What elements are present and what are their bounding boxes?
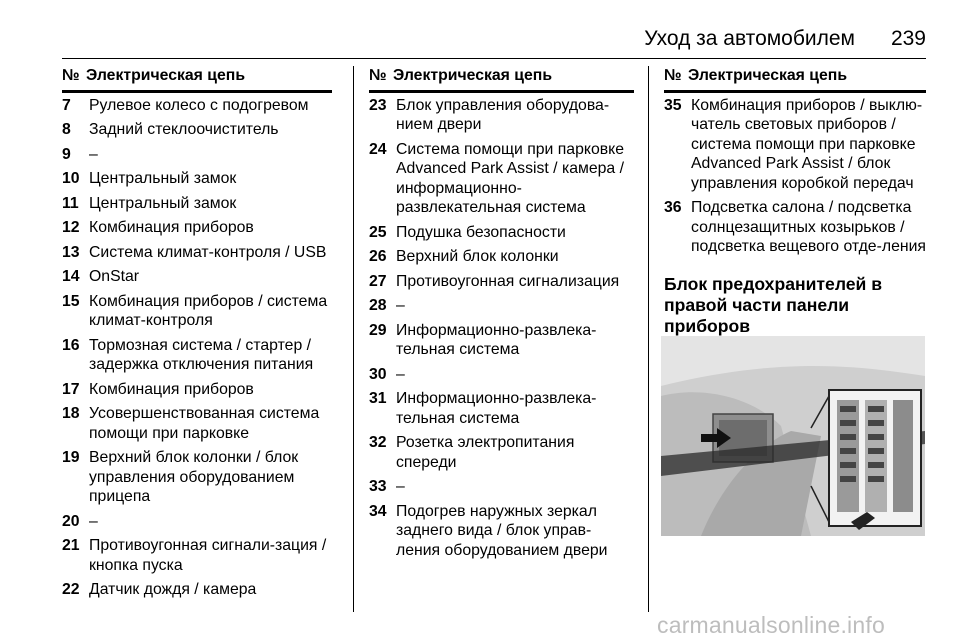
fuse-number: 17 [62, 380, 80, 398]
column-divider [648, 66, 649, 612]
circuit-description: Комбинация приборов / выклю-чатель световых приборов / система помощи при парковке Advanced Park Assist / блок управления коробкой передач [691, 96, 923, 192]
fuse-row [62, 194, 332, 214]
circuit-description: Усовершенствованная система помощи при парковке [89, 405, 320, 442]
table-header-number: № [664, 67, 682, 84]
fuse-number: 36 [664, 199, 682, 216]
circuit-description: Задний стеклоочиститель [89, 121, 279, 138]
fuse-table-column-2 [369, 66, 634, 565]
circuit-description: Центральный замок [89, 194, 237, 212]
fuse-list [369, 96, 634, 561]
fuse-row [62, 145, 332, 165]
page-number: 239 [890, 27, 926, 50]
fuse-row [369, 247, 634, 267]
circuit-description: Рулевое колесо с подогревом [89, 96, 309, 114]
fuse-row [62, 512, 332, 532]
fuse-number: 18 [62, 405, 80, 422]
table-header-number: № [62, 67, 80, 84]
fuse-number: 9 [62, 145, 71, 163]
fuse-row [62, 169, 332, 189]
fuse-number: 7 [62, 96, 71, 114]
circuit-description: – [89, 512, 98, 530]
table-header-label: Электрическая цепь [86, 67, 246, 84]
fuse-number: 23 [369, 96, 387, 114]
fuse-number: 24 [369, 140, 387, 158]
fuse-row [664, 96, 926, 194]
fuse-number: 22 [62, 581, 80, 598]
table-header-label: Электрическая цепь [688, 67, 848, 84]
fuse-row [369, 477, 634, 497]
circuit-description: Розетка электропитания спереди [396, 434, 575, 471]
circuit-description: Информационно-развлека-тельная система [396, 390, 597, 427]
fuse-number: 34 [369, 502, 387, 520]
fuse-number: 10 [62, 170, 80, 187]
header-divider [62, 58, 926, 59]
fuse-table-column-1 [62, 66, 332, 605]
fuse-number: 30 [369, 365, 387, 383]
fuse-number: 33 [369, 478, 387, 495]
circuit-description: Комбинация приборов [89, 219, 254, 236]
fuse-row [369, 321, 634, 360]
table-header [369, 66, 634, 93]
fuse-row [369, 223, 634, 243]
fuse-row [369, 502, 634, 561]
fuse-list [664, 96, 926, 257]
circuit-description: – [396, 365, 405, 383]
circuit-description: Датчик дождя / камера [89, 581, 257, 598]
fuse-row [62, 292, 332, 331]
fuse-number: 27 [369, 272, 387, 290]
fuse-box-photo [661, 336, 925, 536]
fuse-row [369, 96, 634, 135]
fuse-number: 8 [62, 121, 71, 138]
fuse-row [62, 267, 332, 287]
circuit-description: Тормозная система / стартер / задержка отключения питания [89, 336, 314, 373]
circuit-description: Система климат-контроля / USB [89, 243, 327, 261]
fuse-number: 16 [62, 336, 80, 354]
circuit-description: Подсветка салона / подсветка солнцезащитных козырьков / подсветка вещевого отде-ления [691, 199, 926, 255]
circuit-description: – [89, 145, 98, 163]
circuit-description: Подушка безопасности [396, 223, 566, 241]
circuit-description: Блок управления оборудова-нием двери [396, 96, 610, 133]
circuit-description: Центральный замок [89, 170, 237, 187]
circuit-description: – [396, 297, 405, 314]
page-header-title: Уход за автомобилем [644, 27, 855, 50]
fuse-row [62, 96, 332, 116]
circuit-description: Информационно-развлека-тельная система [396, 321, 597, 358]
fuse-number: 32 [369, 434, 387, 451]
fuse-row [62, 380, 332, 400]
fuse-number: 15 [62, 292, 80, 310]
fuse-row [369, 272, 634, 292]
fuse-number: 25 [369, 223, 387, 241]
table-header-number: № [369, 67, 387, 84]
fuse-number: 21 [62, 537, 80, 554]
fuse-row [62, 120, 332, 140]
fuse-list [62, 96, 332, 600]
fuse-number: 12 [62, 219, 80, 236]
fuse-number: 13 [62, 243, 80, 261]
circuit-description: Противоугонная сигнализация [396, 272, 620, 290]
table-header-label: Электрическая цепь [393, 67, 553, 84]
fuse-row [62, 218, 332, 238]
circuit-description: OnStar [89, 268, 140, 285]
circuit-description: Комбинация приборов [89, 380, 254, 398]
circuit-description: Подогрев наружных зеркал заднего вида / блок управ-ления оборудованием двери [396, 502, 608, 559]
fuse-number: 35 [664, 96, 682, 114]
circuit-description: Верхний блок колонки / блок управления оборудованием прицепа [89, 449, 299, 505]
fuse-number: 26 [369, 248, 387, 265]
fuse-row [369, 296, 634, 316]
fuse-row [369, 365, 634, 385]
fuse-row [62, 448, 332, 507]
circuit-description: Верхний блок колонки [396, 248, 559, 265]
fuse-row [62, 404, 332, 443]
fuse-row [62, 243, 332, 263]
column-divider [353, 66, 354, 612]
circuit-description: Система помощи при парковке Advanced Park Assist / камера / информационно-развлекательная система [396, 140, 625, 216]
table-header [62, 66, 332, 93]
fuse-row [62, 336, 332, 375]
fuse-number: 20 [62, 512, 80, 530]
fuse-number: 11 [62, 194, 79, 212]
circuit-description: Комбинация приборов / система климат-контроля [89, 292, 328, 329]
fuse-number: 31 [369, 390, 387, 407]
section-heading: Блок предохранителей в правой части панели приборов [664, 273, 883, 336]
fuse-row [369, 140, 634, 218]
fuse-row [62, 536, 332, 575]
circuit-description: – [396, 478, 405, 495]
table-header [664, 66, 926, 93]
dashboard-fuse-box-illustration [661, 336, 925, 536]
fuse-row [369, 389, 634, 428]
fuse-number: 19 [62, 449, 80, 466]
fuse-number: 28 [369, 297, 387, 314]
circuit-description: Противоугонная сигнали-зация / кнопка пуска [89, 537, 327, 574]
fuse-row [369, 433, 634, 472]
fuse-number: 14 [62, 268, 80, 285]
fuse-row [664, 198, 926, 257]
footer-watermark: carmanualsonline.info [657, 612, 885, 638]
fuse-table-column-3 [664, 66, 926, 337]
fuse-number: 29 [369, 321, 387, 339]
fuse-row [62, 580, 332, 600]
